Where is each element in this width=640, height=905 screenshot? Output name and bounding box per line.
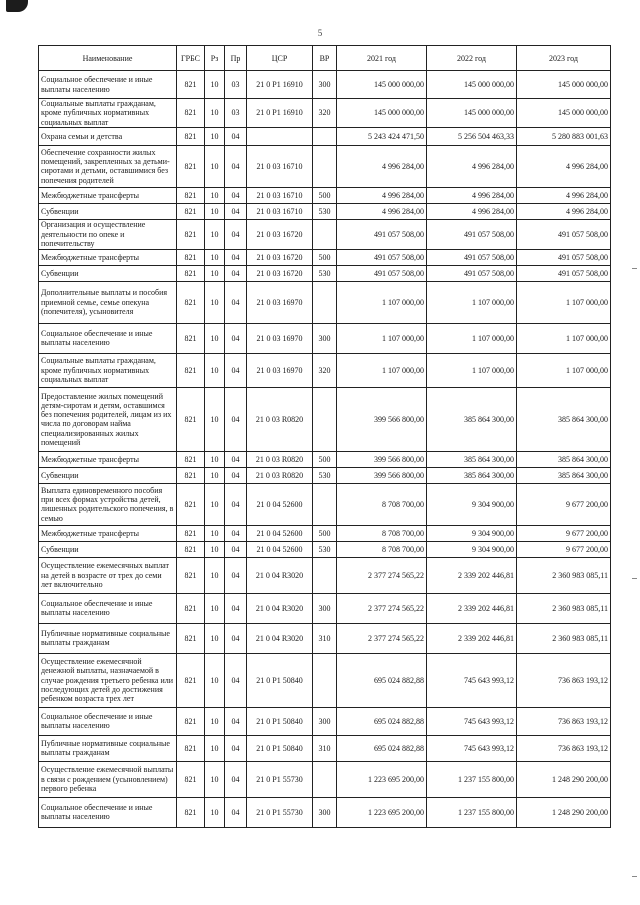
table-row (39, 467, 611, 483)
row-name: Социальное обеспечение и иные выплаты населению (39, 707, 177, 735)
row-name: Осуществление ежемесячной денежной выплаты, назначаемой в случае рождения третьего ребенка или последующих детей до достижения ребенком возраста трех лет (39, 653, 177, 707)
row-csr: 21 0 03 16970 (247, 353, 313, 387)
table-row (39, 525, 611, 541)
row-pr: 04 (225, 797, 247, 827)
row-name: Межбюджетные трансферты (39, 451, 177, 467)
row-rz: 10 (205, 541, 225, 557)
row-grbs: 821 (177, 187, 205, 203)
row-grbs: 821 (177, 219, 205, 249)
table-row (39, 451, 611, 467)
row-rz: 10 (205, 71, 225, 99)
row-rz: 10 (205, 653, 225, 707)
column-header-2023: 2023 год (517, 46, 611, 71)
row-amount-2021: 1 223 695 200,00 (337, 797, 427, 827)
row-pr: 04 (225, 653, 247, 707)
table-row (39, 281, 611, 323)
row-vr: 530 (313, 467, 337, 483)
row-grbs: 821 (177, 265, 205, 281)
row-amount-2023: 145 000 000,00 (517, 99, 611, 128)
row-rz: 10 (205, 203, 225, 219)
row-amount-2023: 1 248 290 200,00 (517, 761, 611, 797)
row-amount-2022: 9 304 900,00 (427, 541, 517, 557)
row-grbs: 821 (177, 541, 205, 557)
row-name: Обеспечение сохранности жилых помещений, закрепленных за детьми-сиротами и детьми, оставшимися без попечения родителей (39, 145, 177, 187)
row-amount-2021: 491 057 508,00 (337, 219, 427, 249)
margin-tick (632, 876, 637, 877)
row-grbs: 821 (177, 203, 205, 219)
row-amount-2021: 399 566 800,00 (337, 451, 427, 467)
row-grbs: 821 (177, 99, 205, 128)
table-row (39, 353, 611, 387)
row-amount-2022: 1 237 155 800,00 (427, 761, 517, 797)
table-row (39, 203, 611, 219)
row-vr: 530 (313, 265, 337, 281)
row-vr (313, 557, 337, 593)
table-row (39, 541, 611, 557)
row-vr: 500 (313, 249, 337, 265)
row-amount-2022: 4 996 284,00 (427, 145, 517, 187)
row-amount-2022: 491 057 508,00 (427, 219, 517, 249)
row-csr (247, 127, 313, 145)
row-amount-2022: 2 339 202 446,81 (427, 623, 517, 653)
row-grbs: 821 (177, 467, 205, 483)
row-name: Осуществление ежемесячных выплат на детей в возрасте от трех до семи лет включительно (39, 557, 177, 593)
row-rz: 10 (205, 219, 225, 249)
row-amount-2022: 745 643 993,12 (427, 735, 517, 761)
row-name: Субвенции (39, 541, 177, 557)
row-amount-2021: 399 566 800,00 (337, 467, 427, 483)
row-amount-2021: 2 377 274 565,22 (337, 593, 427, 623)
row-amount-2022: 1 107 000,00 (427, 281, 517, 323)
row-csr: 21 0 P1 16910 (247, 99, 313, 128)
row-csr: 21 0 03 R0820 (247, 467, 313, 483)
column-header-2021: 2021 год (337, 46, 427, 71)
row-rz: 10 (205, 797, 225, 827)
row-csr: 21 0 P1 50840 (247, 707, 313, 735)
row-pr: 04 (225, 203, 247, 219)
row-csr: 21 0 04 R3020 (247, 623, 313, 653)
row-grbs: 821 (177, 653, 205, 707)
row-pr: 04 (225, 249, 247, 265)
row-pr: 04 (225, 145, 247, 187)
row-pr: 04 (225, 735, 247, 761)
row-grbs: 821 (177, 323, 205, 353)
row-name: Социальное обеспечение и иные выплаты населению (39, 71, 177, 99)
table-row (39, 483, 611, 525)
row-amount-2023: 9 677 200,00 (517, 483, 611, 525)
row-csr: 21 0 04 R3020 (247, 557, 313, 593)
table-row (39, 387, 611, 451)
row-rz: 10 (205, 353, 225, 387)
row-amount-2023: 385 864 300,00 (517, 467, 611, 483)
row-rz: 10 (205, 265, 225, 281)
row-amount-2022: 745 643 993,12 (427, 653, 517, 707)
row-csr: 21 0 03 16720 (247, 219, 313, 249)
row-amount-2023: 736 863 193,12 (517, 653, 611, 707)
row-amount-2021: 1 107 000,00 (337, 281, 427, 323)
column-header-csr: ЦСР (247, 46, 313, 71)
margin-tick (632, 578, 637, 579)
row-name: Субвенции (39, 203, 177, 219)
row-csr: 21 0 04 R3020 (247, 593, 313, 623)
row-vr: 500 (313, 451, 337, 467)
row-amount-2023: 491 057 508,00 (517, 265, 611, 281)
row-amount-2023: 1 107 000,00 (517, 323, 611, 353)
row-amount-2023: 5 280 883 001,63 (517, 127, 611, 145)
row-amount-2021: 1 223 695 200,00 (337, 761, 427, 797)
row-pr: 04 (225, 281, 247, 323)
row-pr: 04 (225, 219, 247, 249)
row-amount-2022: 9 304 900,00 (427, 483, 517, 525)
row-vr: 530 (313, 203, 337, 219)
row-amount-2023: 2 360 983 085,11 (517, 623, 611, 653)
row-amount-2022: 4 996 284,00 (427, 203, 517, 219)
row-grbs: 821 (177, 387, 205, 451)
scan-corner-mark (6, 0, 28, 12)
table-row (39, 219, 611, 249)
column-header-rz: Рз (205, 46, 225, 71)
row-vr (313, 483, 337, 525)
table-row (39, 127, 611, 145)
row-amount-2023: 9 677 200,00 (517, 525, 611, 541)
row-amount-2021: 695 024 882,88 (337, 653, 427, 707)
row-vr (313, 387, 337, 451)
column-header-pr: Пр (225, 46, 247, 71)
row-rz: 10 (205, 99, 225, 128)
row-csr: 21 0 P1 16910 (247, 71, 313, 99)
row-pr: 04 (225, 451, 247, 467)
row-name: Субвенции (39, 265, 177, 281)
row-vr: 320 (313, 353, 337, 387)
row-grbs: 821 (177, 593, 205, 623)
row-pr: 04 (225, 541, 247, 557)
row-csr: 21 0 04 52600 (247, 525, 313, 541)
row-csr: 21 0 03 16720 (247, 265, 313, 281)
row-grbs: 821 (177, 735, 205, 761)
row-amount-2023: 2 360 983 085,11 (517, 593, 611, 623)
row-csr: 21 0 03 16710 (247, 187, 313, 203)
row-csr: 21 0 P1 55730 (247, 761, 313, 797)
row-amount-2022: 491 057 508,00 (427, 249, 517, 265)
row-name: Осуществление ежемесячной выплаты в связи с рождением (усыновлением) первого ребенка (39, 761, 177, 797)
table-row (39, 593, 611, 623)
row-amount-2021: 2 377 274 565,22 (337, 623, 427, 653)
row-rz: 10 (205, 557, 225, 593)
row-amount-2023: 491 057 508,00 (517, 249, 611, 265)
row-name: Публичные нормативные социальные выплаты гражданам (39, 735, 177, 761)
row-amount-2023: 491 057 508,00 (517, 219, 611, 249)
row-vr: 300 (313, 323, 337, 353)
row-amount-2023: 736 863 193,12 (517, 707, 611, 735)
row-csr: 21 0 03 16970 (247, 323, 313, 353)
row-amount-2021: 2 377 274 565,22 (337, 557, 427, 593)
row-name: Охрана семьи и детства (39, 127, 177, 145)
table-row (39, 623, 611, 653)
table-row (39, 249, 611, 265)
table-row (39, 707, 611, 735)
row-rz: 10 (205, 707, 225, 735)
row-amount-2023: 736 863 193,12 (517, 735, 611, 761)
row-csr: 21 0 P1 50840 (247, 653, 313, 707)
row-amount-2021: 399 566 800,00 (337, 387, 427, 451)
row-amount-2023: 145 000 000,00 (517, 71, 611, 99)
table-row (39, 187, 611, 203)
row-grbs: 821 (177, 761, 205, 797)
row-name: Социальные выплаты гражданам, кроме публичных нормативных социальных выплат (39, 99, 177, 128)
table-row (39, 761, 611, 797)
row-amount-2022: 145 000 000,00 (427, 71, 517, 99)
row-rz: 10 (205, 623, 225, 653)
row-csr: 21 0 P1 50840 (247, 735, 313, 761)
row-vr: 300 (313, 71, 337, 99)
row-amount-2023: 1 248 290 200,00 (517, 797, 611, 827)
row-grbs: 821 (177, 281, 205, 323)
table-row (39, 323, 611, 353)
row-name: Дополнительные выплаты и пособия приемной семье, семье опекуна (попечителя), усыновителя (39, 281, 177, 323)
row-grbs: 821 (177, 623, 205, 653)
row-amount-2023: 4 996 284,00 (517, 203, 611, 219)
budget-table (38, 45, 611, 828)
row-pr: 03 (225, 71, 247, 99)
row-amount-2021: 491 057 508,00 (337, 249, 427, 265)
row-amount-2022: 2 339 202 446,81 (427, 557, 517, 593)
row-amount-2021: 145 000 000,00 (337, 99, 427, 128)
table-row (39, 265, 611, 281)
row-grbs: 821 (177, 71, 205, 99)
column-header-2022: 2022 год (427, 46, 517, 71)
row-vr (313, 281, 337, 323)
row-amount-2021: 1 107 000,00 (337, 353, 427, 387)
row-amount-2022: 745 643 993,12 (427, 707, 517, 735)
row-grbs: 821 (177, 451, 205, 467)
row-rz: 10 (205, 323, 225, 353)
row-vr (313, 653, 337, 707)
row-amount-2022: 4 996 284,00 (427, 187, 517, 203)
table-row (39, 797, 611, 827)
row-rz: 10 (205, 483, 225, 525)
row-amount-2022: 1 237 155 800,00 (427, 797, 517, 827)
row-amount-2023: 385 864 300,00 (517, 451, 611, 467)
row-pr: 04 (225, 323, 247, 353)
row-amount-2021: 1 107 000,00 (337, 323, 427, 353)
row-name: Межбюджетные трансферты (39, 249, 177, 265)
column-header-grbs: ГРБС (177, 46, 205, 71)
row-grbs: 821 (177, 145, 205, 187)
table-header-row (39, 46, 611, 71)
row-amount-2023: 4 996 284,00 (517, 145, 611, 187)
row-name: Публичные нормативные социальные выплаты гражданам (39, 623, 177, 653)
row-pr: 04 (225, 353, 247, 387)
row-grbs: 821 (177, 525, 205, 541)
row-name: Межбюджетные трансферты (39, 525, 177, 541)
row-rz: 10 (205, 387, 225, 451)
row-name: Субвенции (39, 467, 177, 483)
row-pr: 04 (225, 623, 247, 653)
row-amount-2021: 4 996 284,00 (337, 145, 427, 187)
row-csr: 21 0 03 16720 (247, 249, 313, 265)
row-amount-2022: 145 000 000,00 (427, 99, 517, 128)
row-name: Социальное обеспечение и иные выплаты населению (39, 323, 177, 353)
row-vr (313, 219, 337, 249)
row-amount-2022: 2 339 202 446,81 (427, 593, 517, 623)
row-pr: 03 (225, 99, 247, 128)
table-row (39, 71, 611, 99)
row-amount-2023: 1 107 000,00 (517, 353, 611, 387)
row-csr: 21 0 03 R0820 (247, 387, 313, 451)
row-rz: 10 (205, 735, 225, 761)
row-rz: 10 (205, 187, 225, 203)
row-amount-2022: 385 864 300,00 (427, 467, 517, 483)
row-pr: 04 (225, 127, 247, 145)
row-amount-2021: 4 996 284,00 (337, 187, 427, 203)
row-amount-2023: 9 677 200,00 (517, 541, 611, 557)
row-pr: 04 (225, 483, 247, 525)
row-grbs: 821 (177, 797, 205, 827)
row-grbs: 821 (177, 707, 205, 735)
row-vr (313, 145, 337, 187)
column-header-name: Наименование (39, 46, 177, 71)
row-pr: 04 (225, 467, 247, 483)
row-csr: 21 0 03 16970 (247, 281, 313, 323)
row-amount-2021: 8 708 700,00 (337, 483, 427, 525)
row-name: Предоставление жилых помещений детям-сиротам и детям, оставшимся без попечения родителей, лицам из их числа по договорам найма специализированных жилых помещений (39, 387, 177, 451)
row-rz: 10 (205, 525, 225, 541)
row-csr: 21 0 04 52600 (247, 483, 313, 525)
table-row (39, 145, 611, 187)
row-grbs: 821 (177, 249, 205, 265)
row-csr: 21 0 04 52600 (247, 541, 313, 557)
table-body (39, 71, 611, 828)
table-row (39, 735, 611, 761)
row-grbs: 821 (177, 127, 205, 145)
row-vr: 530 (313, 541, 337, 557)
row-pr: 04 (225, 557, 247, 593)
row-name: Социальное обеспечение и иные выплаты населению (39, 593, 177, 623)
row-amount-2022: 5 256 504 463,33 (427, 127, 517, 145)
row-name: Организация и осуществление деятельности по опеке и попечительству (39, 219, 177, 249)
row-rz: 10 (205, 593, 225, 623)
row-amount-2021: 5 243 424 471,50 (337, 127, 427, 145)
row-grbs: 821 (177, 483, 205, 525)
row-rz: 10 (205, 467, 225, 483)
row-amount-2022: 1 107 000,00 (427, 353, 517, 387)
row-amount-2022: 491 057 508,00 (427, 265, 517, 281)
row-vr: 310 (313, 735, 337, 761)
row-pr: 04 (225, 387, 247, 451)
row-pr: 04 (225, 761, 247, 797)
row-amount-2021: 4 996 284,00 (337, 203, 427, 219)
row-rz: 10 (205, 451, 225, 467)
row-amount-2021: 145 000 000,00 (337, 71, 427, 99)
table-row (39, 99, 611, 128)
margin-tick (632, 268, 637, 269)
row-pr: 04 (225, 187, 247, 203)
table-row (39, 557, 611, 593)
row-pr: 04 (225, 525, 247, 541)
row-amount-2022: 385 864 300,00 (427, 451, 517, 467)
row-vr: 310 (313, 623, 337, 653)
table-row (39, 653, 611, 707)
row-amount-2022: 1 107 000,00 (427, 323, 517, 353)
row-vr: 300 (313, 707, 337, 735)
page-number: 5 (317, 28, 323, 38)
row-vr: 320 (313, 99, 337, 128)
row-rz: 10 (205, 249, 225, 265)
row-amount-2023: 1 107 000,00 (517, 281, 611, 323)
column-header-vr: ВР (313, 46, 337, 71)
row-rz: 10 (205, 145, 225, 187)
row-amount-2021: 695 024 882,88 (337, 707, 427, 735)
row-vr (313, 761, 337, 797)
row-name: Социальное обеспечение и иные выплаты населению (39, 797, 177, 827)
row-rz: 10 (205, 127, 225, 145)
row-name: Социальные выплаты гражданам, кроме публичных нормативных социальных выплат (39, 353, 177, 387)
row-rz: 10 (205, 761, 225, 797)
row-amount-2021: 491 057 508,00 (337, 265, 427, 281)
row-amount-2022: 9 304 900,00 (427, 525, 517, 541)
row-vr (313, 127, 337, 145)
row-vr: 500 (313, 187, 337, 203)
row-amount-2021: 8 708 700,00 (337, 525, 427, 541)
row-name: Межбюджетные трансферты (39, 187, 177, 203)
row-pr: 04 (225, 707, 247, 735)
row-amount-2021: 8 708 700,00 (337, 541, 427, 557)
row-rz: 10 (205, 281, 225, 323)
row-csr: 21 0 03 16710 (247, 203, 313, 219)
row-vr: 500 (313, 525, 337, 541)
row-vr: 300 (313, 797, 337, 827)
row-csr: 21 0 P1 55730 (247, 797, 313, 827)
row-vr: 300 (313, 593, 337, 623)
row-grbs: 821 (177, 557, 205, 593)
row-amount-2023: 2 360 983 085,11 (517, 557, 611, 593)
row-amount-2023: 385 864 300,00 (517, 387, 611, 451)
row-amount-2022: 385 864 300,00 (427, 387, 517, 451)
row-amount-2023: 4 996 284,00 (517, 187, 611, 203)
row-csr: 21 0 03 R0820 (247, 451, 313, 467)
row-pr: 04 (225, 593, 247, 623)
row-name: Выплата единовременного пособия при всех формах устройства детей, лишенных родительского попечения, в семью (39, 483, 177, 525)
row-pr: 04 (225, 265, 247, 281)
row-grbs: 821 (177, 353, 205, 387)
row-csr: 21 0 03 16710 (247, 145, 313, 187)
row-amount-2021: 695 024 882,88 (337, 735, 427, 761)
